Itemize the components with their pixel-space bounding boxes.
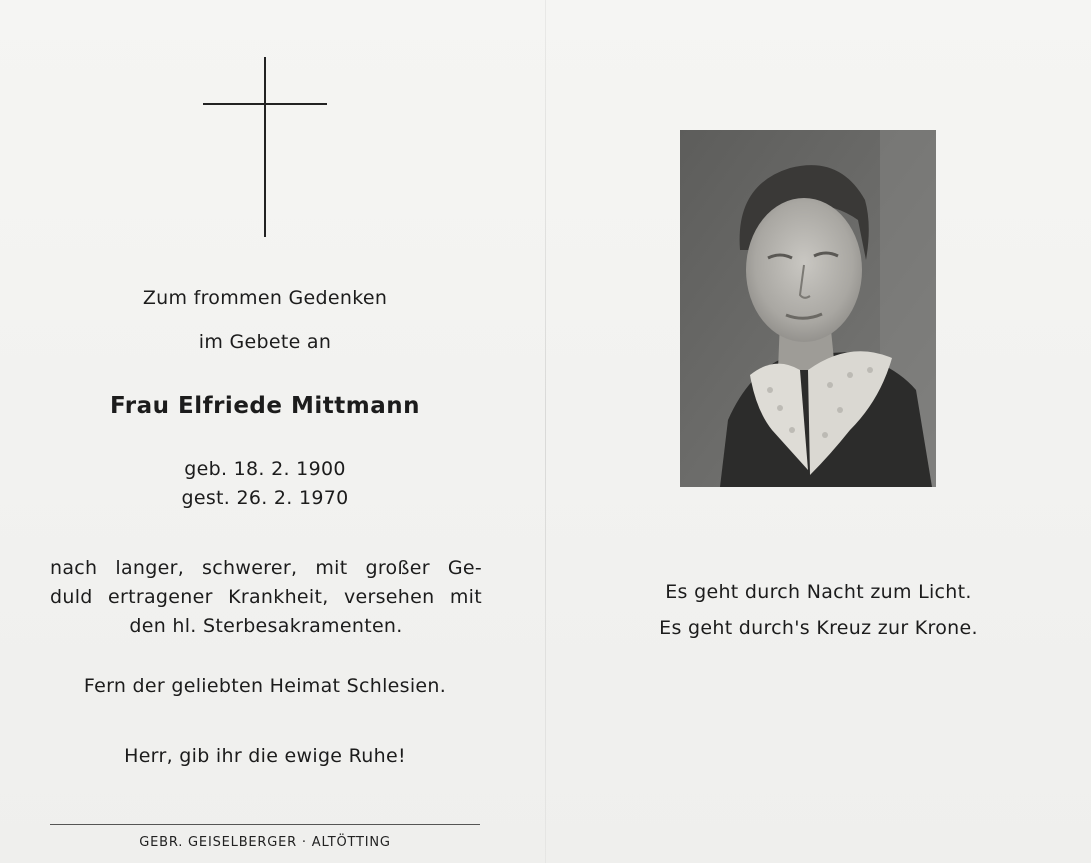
left-panel [0, 0, 545, 863]
right-panel [546, 0, 1091, 863]
illness-paragraph [50, 554, 482, 641]
quote-line-1: Es geht durch Nacht zum Licht. [665, 581, 972, 603]
printer-imprint: GEBR. GEISELBERGER · ALTÖTTING [139, 835, 391, 850]
portrait-illustration [680, 130, 936, 487]
birth-date: geb. 18. 2. 1900 [184, 458, 346, 480]
death-date: gest. 26. 2. 1970 [181, 487, 349, 509]
header-line-2: im Gebete an [198, 331, 332, 353]
illness-line-3: den hl. Sterbesakramenten. [129, 615, 403, 637]
portrait-photo [680, 130, 936, 487]
header-line-1: Zum frommen Gedenken [142, 287, 388, 309]
illness-line-2: duld ertragener Krankheit, versehen mit [50, 586, 482, 608]
divider [50, 824, 480, 825]
homeland-line: Fern der geliebten Heimat Schlesien. [83, 675, 447, 697]
cross-icon [203, 57, 327, 237]
illness-line-1: nach langer, schwerer, mit großer Ge- [50, 557, 482, 579]
quote-line-2: Es geht durch's Kreuz zur Krone. [659, 617, 978, 639]
prayer-line: Herr, gib ihr die ewige Ruhe! [124, 745, 406, 767]
deceased-name: Frau Elfriede Mittmann [110, 393, 420, 419]
